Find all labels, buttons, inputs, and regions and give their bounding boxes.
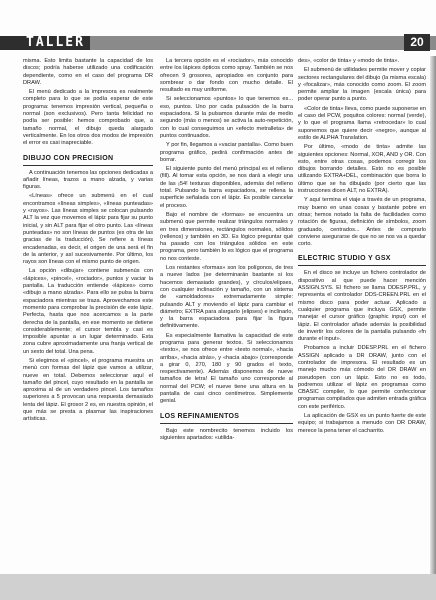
- paragraph: Bajo este nombrecito tenemos incluido los siguientes apartados: «utilida-: [160, 427, 293, 441]
- paragraph: Si seleccionamos «puntos» lo que tenemos es... eso, puntos. Uno por cada pulsación de la barra espaciadora. Si la pulsamos durante más de medio segundo (más o menos) se activa la auto-repetición, con lo cual conseguimos un «efecto metralleta» de puntos continuados.: [160, 96, 293, 139]
- paragraph: La tercera opción es el «rociador», más conocido entre los lápices ópticos como spray. También se nos ofrecen 9 grosores, apropiados en conjunto para sombrear o dar fondo con mucho detalle. El resultado es muy uniforme.: [160, 58, 293, 94]
- paragraph: misma. Esto limita bastante la capacidad de los discos; podría haberse utilizado una codificación dependiente, como en el caso del programa DR DRAW.: [23, 58, 153, 86]
- paragraph: Por último, «modo de tinta» admite las siguientes opciones: Normal, XOR, AND y OR. Con esto, entre otras cosas, podemos corregir los dibujos borrando detalles. Esto no es posible utilizando EXTRA+DEL, combinación que borra lo último que se ha dibujado (por cierto que las instrucciones dicen ALT, no EXTRA).: [298, 144, 426, 195]
- paragraph: des», «color de tinta» y «modo de tinta».: [298, 58, 400, 64]
- paragraph: Bajo el nombre de «formas» se encuentra un submenú que permite realizar triángulos normales y en tres dimensiones, rectángulos normales, sólidos (rellenos) y también en 3D. Es lógico preguntar qué ha pasado con los triángulos sólidos en este programa, pero también lo es lógico que el programa no nos conteste.: [160, 211, 293, 262]
- paragraph: «Color de tinta» lleva, como puede suponerse en el caso del PCW, poquitos colores: normal (verde), y lo que el programa llama «retrocedar» lo cual suponemos que quiere decir «negro», aunque al estilo de ALPHA Translation.: [298, 105, 426, 141]
- section-title: TALLER: [26, 35, 85, 50]
- paragraph: Los restantes «formas» son los polígonos, de tres a nueve lados (se determinarán bastante si los hacemos demasiado grandes), y círculos/elipses, con cualquier inclinación y tamaño, con un sistema de «amoldadores» extremadamente simple: pulsando ALT y moviendo el lápiz para cambiar el diámetro; EXTRA para alargarlo (elipses) e inclinarlo, y la barra espaciadora para fijar la figura definitivamente.: [160, 265, 293, 330]
- scan-bottom-margin: [0, 574, 436, 600]
- page-number: 20: [404, 34, 430, 51]
- subheading-electric-studio-gsx: ELECTRIC STUDIO Y GSX: [298, 254, 426, 266]
- paragraph: A continuación tenemos las opciones dedicadas a añadir líneas, trazos a mano alzada, y varias figuras.: [23, 169, 153, 191]
- paragraph: El siguiente punto del menú principal es el relleno (fill). Al tomar esta opción, se nos dará a elegir una de las ¡54! texturas disponibles, además del relleno total. Pulsando la barra espaciadora, se rellena la superficie señalada con el lápiz. Es posible cancelar el proceso.: [160, 166, 293, 209]
- page-edge-shadow: [430, 56, 436, 576]
- subheading-los-refinamientos: LOS REFINAMIENTOS: [160, 412, 293, 424]
- column-1: [23, 58, 153, 426]
- paragraph: En el disco se incluye un fichero controlador de dispositivo al que puede hacer mención ASSIGN.SYS. El fichero se llama DDESP.PRL, y representa el controlador DDS-CREEN.PRL en el mismo disco para poder actuar. Aplicado a cualquier programa que incluya GSX, permite manejar el cursor gráfico (graphic input) con el lápiz. El controlador añade además la posibilidad de invertir los colores de la pantalla pulsando «fn durante el input».: [298, 270, 426, 343]
- column-3: [298, 58, 426, 437]
- paragraph: El submenú de utilidades permite mover y copiar sectores rectangulares del dibujo (la misma escala) y «focalizar», más conocido como zoom. El zoom permite ampliar la imagen (escala única) para poder operar punto a punto.: [298, 67, 426, 103]
- paragraph: Y aquí termina el viaje a través de un programa, muy bueno en unas cosas y bastante pobre en otras; hemos notado la falta de facilidades como rotación de figuras, definición de símbolos, zoom graduado, centrados... Antes de comprarlo conviene asegurarse de que no se nos va a quedar corto.: [298, 197, 426, 248]
- paragraph: Y por fin, llegamos a «vaciar pantalla». Como buen programa gráfico, pedirá confirmación antes de borrar.: [160, 142, 293, 163]
- paragraph: La aplicación de GSX es un punto fuerte de este equipo; si trabajamos a menudo con DR DRAW, merece la pena tener el cacharrito.: [298, 413, 426, 434]
- paragraph: Probamos a incluir DDESP.PRL en el fichero ASSIGN aplicado a DR DRAW, junto con el controlador de impresora. El resultado es un manejo mucho más cómodo del DR DRAW en pseudopen con un lápiz. Esto no es todo, podremos utilizar el lápiz en programas como CBASIC compiler, lo que permite confeccionar programas compilados que admiten entrada gráfica con este periférico.: [298, 345, 426, 410]
- column-2: [160, 58, 293, 444]
- subheading-dibujo-con-precision: DIBUJO CON PRECISION: [23, 154, 153, 166]
- paragraph: El menú dedicado a la impresora es realmente completo para lo que se podía esperar de este programa: tenemos impresión vertical, pequeña o normal (son exclusivos). Pero tanta felicidad no podía ser posible: hemos comprobado que, a tamaño normal, el dibujo queda alargado verticalmente. En los otros dos modos de impresión el error es casi inapreciable.: [23, 89, 153, 147]
- paragraph: Si elegimos el «pincel», el programa muestra un menú con formas del lápiz que vamos a utilizar, nueve en total. Debemos seleccionar aquí el tamaño del pincel, cuyo resultado en la pantalla se aproxima al de un verdadero pincel. Los tamaños superiores a 5 provocan una respuesta demasiado lenta del lápiz. El grosor 2 es, en nuestra opinión, el que más se presta a plasmar las inspiraciones artísticas.: [23, 357, 153, 423]
- paragraph: Es especialmente llamativa la capacidad de este programa para generar textos. Si seleccionamos «texto», se nos ofrece entre «texto normal», «hacia arriba», «hacia atrás», y «hacia abajo» (corresponde a girar 0, 270, 180 y 90 grados el texto, respectivamente). Además disponemos de nueve tamaños de letra! El tamaño uno corresponde al normal del PCW; el nueve tiene una altura en la pantalla de casi cinco centímetros. Simplemente genial.: [160, 332, 293, 405]
- paragraph: La opción «dibujar» contiene submenús con «lápices», «pincel», «rociador», puntos y vaciar la pantalla. La traducción entiende «lápices» como «dibujo a mano alzada». Para ello se pulsa la barra espaciadora mientras se traza. Aprovechamos este momento para comprobar la precisión de este lápiz. Perfecta, hasta que nos acercamos a la parte derecha de la pantalla, en ese momento se detiene considerablemente; el cursor tembla y casi es imposible apuntar a un lugar determinado. Esta zona cubre aproximadamente una franja vertical de un sexto del total. Una pena.: [23, 268, 153, 355]
- paragraph: «Líneas» ofrece un submenú en el cual encontramos «líneas simples», «líneas punteadas» y «rayos». Las líneas simples se colocan pulsando ALT la vez que movemos el lápiz para fijar su punto inicial, y sin ALT para fijar el otro punto. Las «líneas punteadas» no son líneas de puntos (es otra de las gracias de la traducción). Se refiere a líneas encadenadas, es decir, el origen de una será el fin de la anterior, y así sucesivamente. Por último, los rayos son líneas con el mismo punto de origen.: [23, 193, 153, 266]
